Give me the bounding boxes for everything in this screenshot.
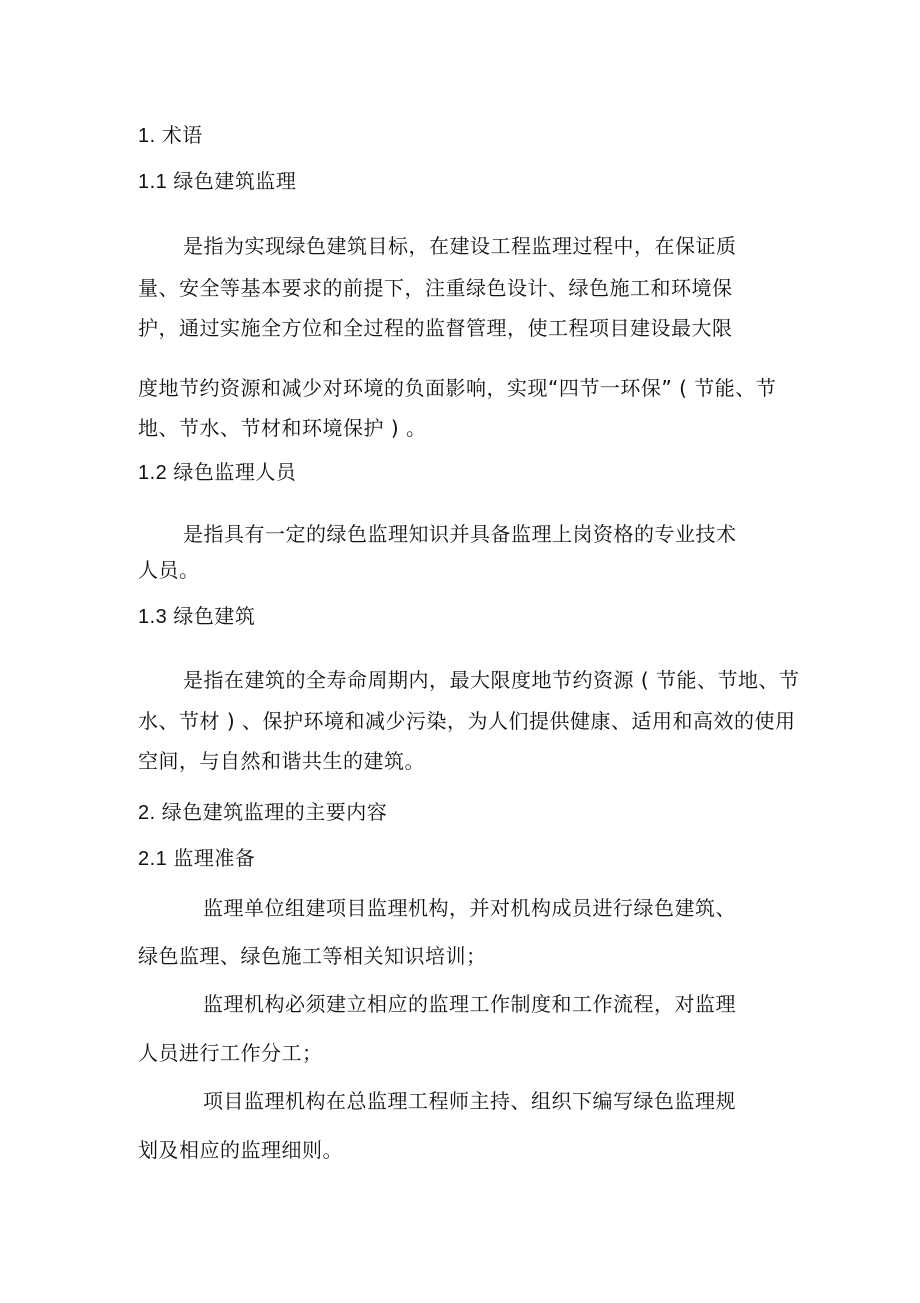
paragraph-line: 空间，与自然和谐共生的建筑。 — [138, 749, 425, 773]
paragraph-line: 是指具有一定的绿色监理知识并具备监理上岗资格的专业技术 — [183, 522, 737, 546]
paragraph-line: 护，通过实施全方位和全过程的监督管理，使工程项目建设最大限 — [138, 316, 733, 340]
paragraph-line: 量、安全等基本要求的前提下，注重绿色设计、绿色施工和环境保 — [138, 276, 733, 300]
paragraph-line: 地、节水、节材和环境保护 ) 。 — [138, 416, 427, 440]
paragraph-line: 是指在建筑的全寿命周期内，最大限度地节约资源 ( 节能、节地、节 — [183, 668, 800, 692]
section-heading-1: 1. 术语 — [138, 125, 203, 147]
paragraph-line: 度地节约资源和减少对环境的负面影响，实现“四节一环保” ( 节能、节 — [138, 376, 777, 400]
paragraph-line: 监理机构必须建立相应的监理工作制度和工作流程，对监理 — [203, 992, 736, 1016]
subsection-heading-1-1: 1.1 绿色建筑监理 — [138, 171, 297, 193]
paragraph-line: 划及相应的监理细则。 — [138, 1138, 343, 1162]
subsection-heading-1-2: 1.2 绿色监理人员 — [138, 462, 297, 484]
paragraph-line: 是指为实现绿色建筑目标，在建设工程监理过程中，在保证质 — [183, 234, 737, 258]
section-heading-2: 2. 绿色建筑监理的主要内容 — [138, 802, 388, 824]
paragraph-line: 人员。 — [138, 558, 200, 582]
subsection-heading-1-3: 1.3 绿色建筑 — [138, 606, 256, 628]
paragraph-line: 人员进行工作分工； — [138, 1041, 323, 1065]
paragraph-line: 绿色监理、绿色施工等相关知识培训； — [138, 944, 487, 968]
paragraph-line: 项目监理机构在总监理工程师主持、组织下编写绿色监理规 — [203, 1089, 736, 1113]
subsection-heading-2-1: 2.1 监理准备 — [138, 848, 256, 870]
paragraph-line: 监理单位组建项目监理机构，并对机构成员进行绿色建筑、 — [203, 896, 736, 920]
paragraph-line: 水、节材 ) 、保护环境和减少污染，为人们提供健康、适用和高效的使用 — [138, 709, 796, 733]
